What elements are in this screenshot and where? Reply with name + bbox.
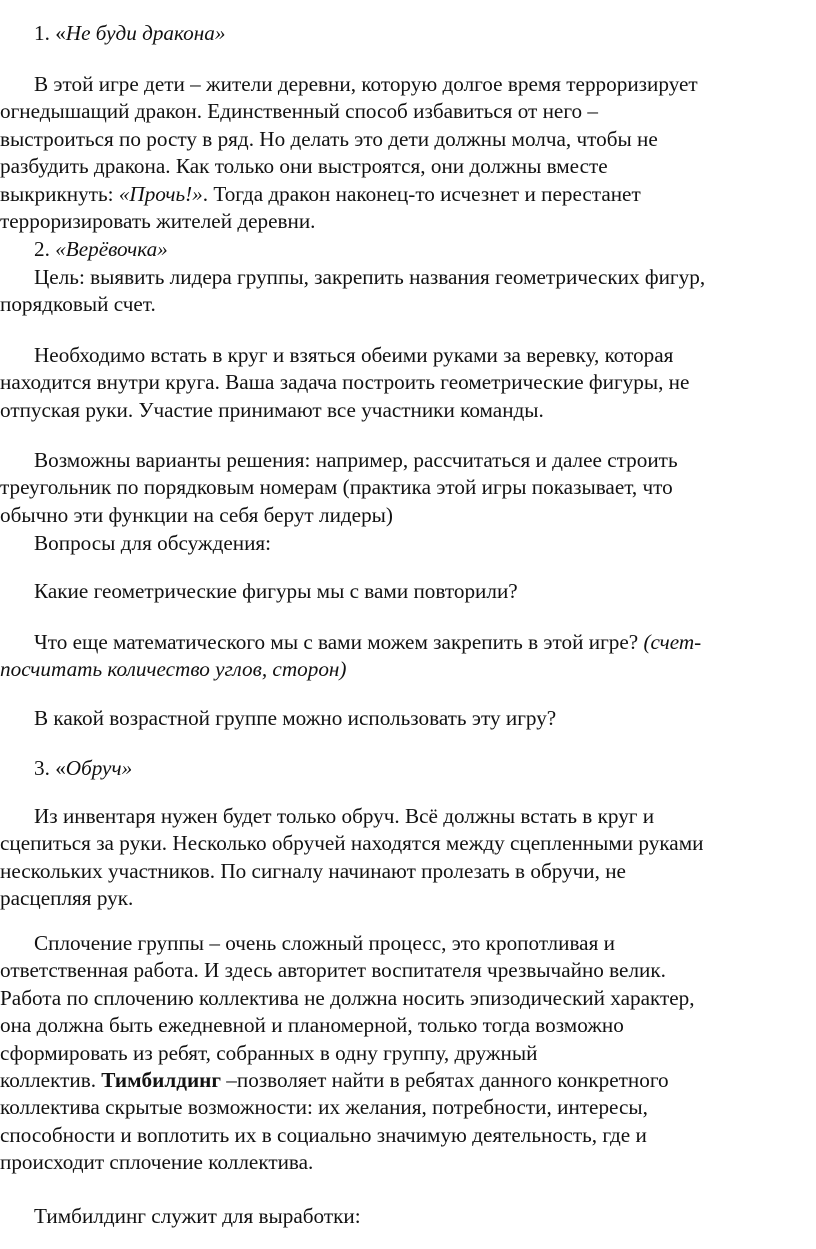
conclusion-line: ответственная работа. И здесь авторитет воспитателя чрезвычайно велик. [0, 958, 666, 983]
item2-heading [0, 236, 816, 263]
item3-line: нескольких участников. По сигналу начинают пролезать в обручи, не [0, 858, 626, 883]
item3-title: Обруч» [65, 756, 133, 780]
item2-task [0, 342, 816, 424]
item3-line: Из инвентаря нужен будет только обруч. Всё должны встать в круг и [34, 804, 655, 828]
item3-heading [0, 755, 816, 782]
conclusion-paragraph [0, 930, 816, 1177]
item1-line: разбудить дракона. Как только они выстроятся, они должны вместе [0, 154, 608, 179]
item1-title: Не буди дракона» [65, 21, 226, 45]
closing-line: Тимбилдинг служит для выработки: [34, 1204, 361, 1228]
conclusion-line: коллектива скрытые возможности: их желания, потребности, интересы, [0, 1095, 648, 1120]
item2-number: 2. [34, 237, 56, 261]
item1-heading [0, 20, 816, 47]
question-3: В какой возрастной группе можно использовать эту игру? [34, 706, 557, 730]
questions-heading: Вопросы для обсуждения: [34, 531, 272, 555]
solution-line: треугольник по порядковым номерам (практика этой игры показывает, что [0, 475, 673, 500]
item2-title: «Верёвочка» [55, 237, 168, 261]
teambuilding-term: Тимбилдинг [101, 1067, 221, 1092]
item3-number: 3. « [34, 756, 66, 780]
goal-line: порядковый счет. [0, 292, 156, 317]
conclusion-line: она должна быть ежедневной и планомерной, только тогда возможно [0, 1013, 624, 1038]
question-1: Какие геометрические фигуры мы с вами повторили? [34, 579, 518, 603]
item3-line: сцепиться за руки. Несколько обручей находятся между сцепленными руками [0, 831, 704, 856]
item3-line: расцепляя рук. [0, 886, 134, 911]
shout-word: «Прочь!» [118, 181, 203, 206]
solution-line: Возможны варианты решения: например, рассчитаться и далее строить [34, 448, 678, 472]
task-line: отпуская руки. Участие принимают все участники команды. [0, 397, 544, 422]
item2-solution [0, 447, 816, 529]
conclusion-line: происходит сплочение коллектива. [0, 1150, 314, 1175]
item1-line: В этой игре дети – жители деревни, которую долгое время терроризирует [34, 72, 698, 96]
conclusion-line: Сплочение группы – очень сложный процесс, это кропотливая и [34, 931, 615, 955]
conclusion-line: Работа по сплочению коллектива не должна носить эпизодический характер, [0, 985, 695, 1010]
conclusion-line: коллектив. Тимбилдинг –позволяет найти в ребятах данного конкретного [0, 1067, 669, 1092]
conclusion-line: сформировать из ребят, собранных в одну группу, дружный [0, 1040, 538, 1065]
item1-line: терроризировать жителей деревни. [0, 208, 316, 233]
item1-line: выкрикнуть: «Прочь!». Тогда дракон наконец-то исчезнет и перестанет [0, 181, 641, 206]
task-line: находится внутри круга. Ваша задача построить геометрические фигуры, не [0, 370, 690, 395]
item1-line: огнедышащий дракон. Единственный способ избавиться от него – [0, 99, 598, 124]
item1-number: 1. « [34, 21, 66, 45]
item3-paragraph [0, 803, 816, 913]
solution-line: обычно эти функции на себя берут лидеры) [0, 502, 393, 527]
conclusion-line: способности и воплотить их в социально значимую деятельность, где и [0, 1122, 647, 1147]
item1-paragraph [0, 71, 816, 235]
goal-line: Цель: выявить лидера группы, закрепить названия геометрических фигур, [34, 265, 706, 289]
item1-line: выстроиться по росту в ряд. Но делать это дети должны молча, чтобы не [0, 126, 658, 151]
task-line: Необходимо встать в круг и взяться обеими руками за веревку, которая [34, 343, 674, 367]
question-2: Что еще математического мы с вами можем закрепить в этой игре? (счет- посчитать количество углов, сторон) [0, 630, 702, 682]
item2-goal [0, 264, 816, 319]
